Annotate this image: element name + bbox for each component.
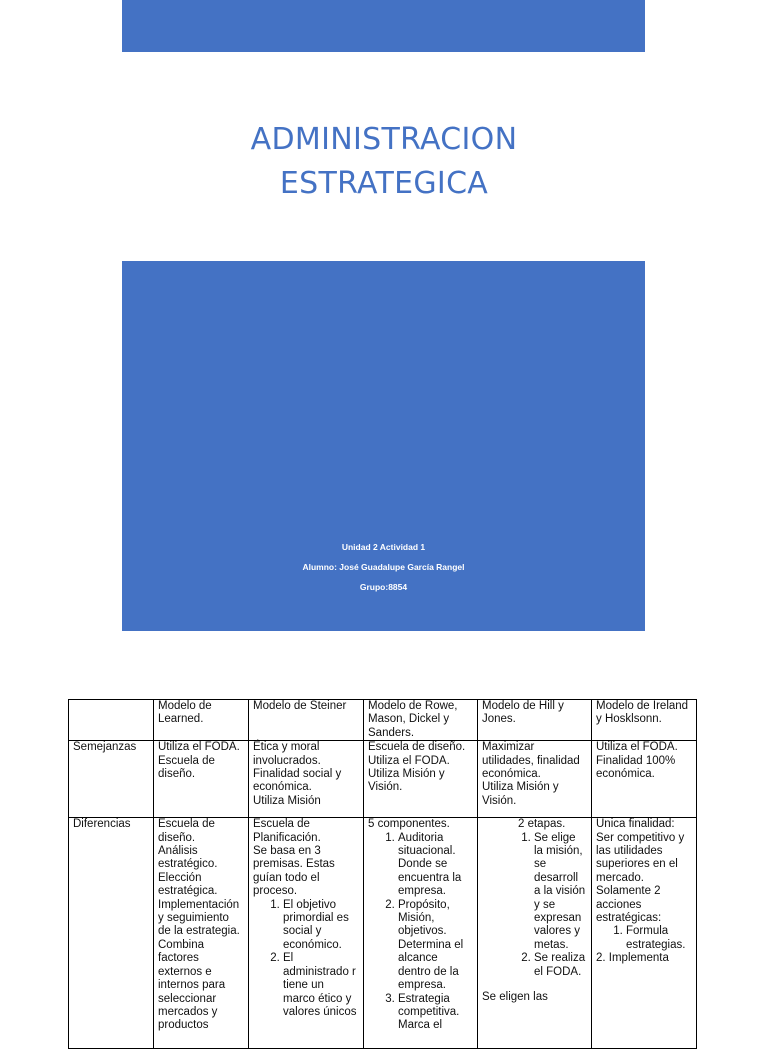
table-cell: [249, 741, 364, 818]
header-cell: Modelo de Rowe, Mason, Dickel y Sanders.: [364, 700, 478, 741]
cell-line: Escuela de diseño.: [158, 754, 215, 781]
cell-line: Escuela de diseño.: [368, 741, 466, 754]
list-item: 1. Se elige la misión, se desarroll a la visión y se expresan valores y metas.: [534, 832, 587, 953]
table-cell: [592, 741, 697, 818]
cell-line: Se eligen las: [482, 991, 548, 1004]
cell-line: Elección estratégica.: [158, 871, 218, 898]
numbered-list: [368, 832, 473, 1033]
table-cell: [154, 741, 249, 818]
header-cell: Modelo de Ireland y Hosklsonn.: [592, 700, 697, 741]
cell-line: 5 componentes.: [368, 818, 450, 831]
cover-box: [122, 261, 645, 631]
cell-line: Se basa en 3 premisas. Estas guían todo el proceso.: [253, 845, 335, 898]
cell-line: Análisis estratégico.: [158, 845, 218, 871]
numbered-list: [596, 925, 692, 952]
title-line-2: ESTRATEGICA: [279, 166, 489, 201]
cell-line: 2. Implementa: [596, 952, 669, 965]
header-cell: [69, 700, 154, 741]
cell-line: Solamente 2 acciones estratégicas:: [596, 885, 662, 925]
header-cell: Modelo de Hill y Jones.: [478, 700, 592, 741]
title-line-1: ADMINISTRACION: [250, 122, 518, 157]
list-item: 3. Estrategia competitiva. Marca el: [398, 993, 473, 1033]
row-label: Diferencias: [69, 818, 154, 1049]
list-item: 1. Auditoria situacional. Donde se encuentra la empresa.: [398, 832, 473, 899]
header-band: [122, 0, 645, 52]
list-item: 2. Se realiza el FODA.: [534, 952, 587, 979]
list-item: 1. Formula estrategias.: [626, 925, 692, 952]
document-title: [0, 118, 768, 206]
header-cell: Modelo de Steiner: [249, 700, 364, 741]
cell-line: Combina factores externos e internos para seleccionar mercados y productos: [158, 938, 226, 1032]
table-row: [69, 818, 697, 1049]
table-cell: [478, 741, 592, 818]
table-header-row: [69, 700, 697, 741]
cell-line: Utiliza Misión y Visión.: [368, 768, 445, 794]
table-cell: [364, 741, 478, 818]
cell-line: Utiliza Misión: [253, 794, 321, 807]
cell-line: Ética y moral involucrados.: [253, 741, 321, 767]
student-name: Alumno: José Guadalupe García Rangel: [302, 562, 465, 572]
cell-line: Finalidad social y económica.: [253, 768, 342, 794]
cell-line: 2 etapas.: [518, 818, 566, 831]
cell-line: Maximizar utilidades, finalidad económica.: [482, 741, 580, 781]
cell-line: Finalidad 100% económica.: [596, 754, 676, 781]
cell-line: Utiliza el FODA.: [596, 741, 678, 754]
table-cell: [478, 818, 592, 1049]
cell-line: Escuela de diseño.: [158, 818, 215, 844]
group-label: Grupo:8854: [359, 582, 408, 592]
table-cell: [364, 818, 478, 1049]
cell-line: Unica finalidad: Ser competitivo y las utilidades superiores en el mercado.: [596, 818, 685, 884]
cover-info: [122, 541, 645, 601]
unit-label: Unidad 2 Actividad 1: [341, 542, 426, 552]
cell-line: Utiliza el FODA.: [158, 741, 240, 754]
table-cell: [592, 818, 697, 1049]
table-cell: [249, 818, 364, 1049]
cell-line: Utiliza Misión y Visión.: [482, 781, 559, 807]
numbered-list: [253, 899, 359, 1020]
row-label: Semejanzas: [69, 741, 154, 818]
table-cell: [154, 818, 249, 1049]
cell-line: Implementación y seguimiento de la estrategia.: [158, 898, 240, 938]
header-cell: Modelo de Learned.: [154, 700, 249, 741]
list-item: 2. El administrado r tiene un marco ético y valores únicos: [283, 952, 359, 1019]
cell-line: Utiliza el FODA.: [368, 754, 450, 767]
cell-line: Escuela de Planificación.: [253, 818, 321, 844]
numbered-list: [482, 832, 587, 979]
list-item: 2. Propósito, Misión, objetivos. Determina el alcance dentro de la empresa.: [398, 899, 473, 993]
table-row: [69, 741, 697, 818]
list-item: 1. El objetivo primordial es social y económico.: [283, 899, 359, 953]
comparison-table: [68, 699, 697, 1049]
